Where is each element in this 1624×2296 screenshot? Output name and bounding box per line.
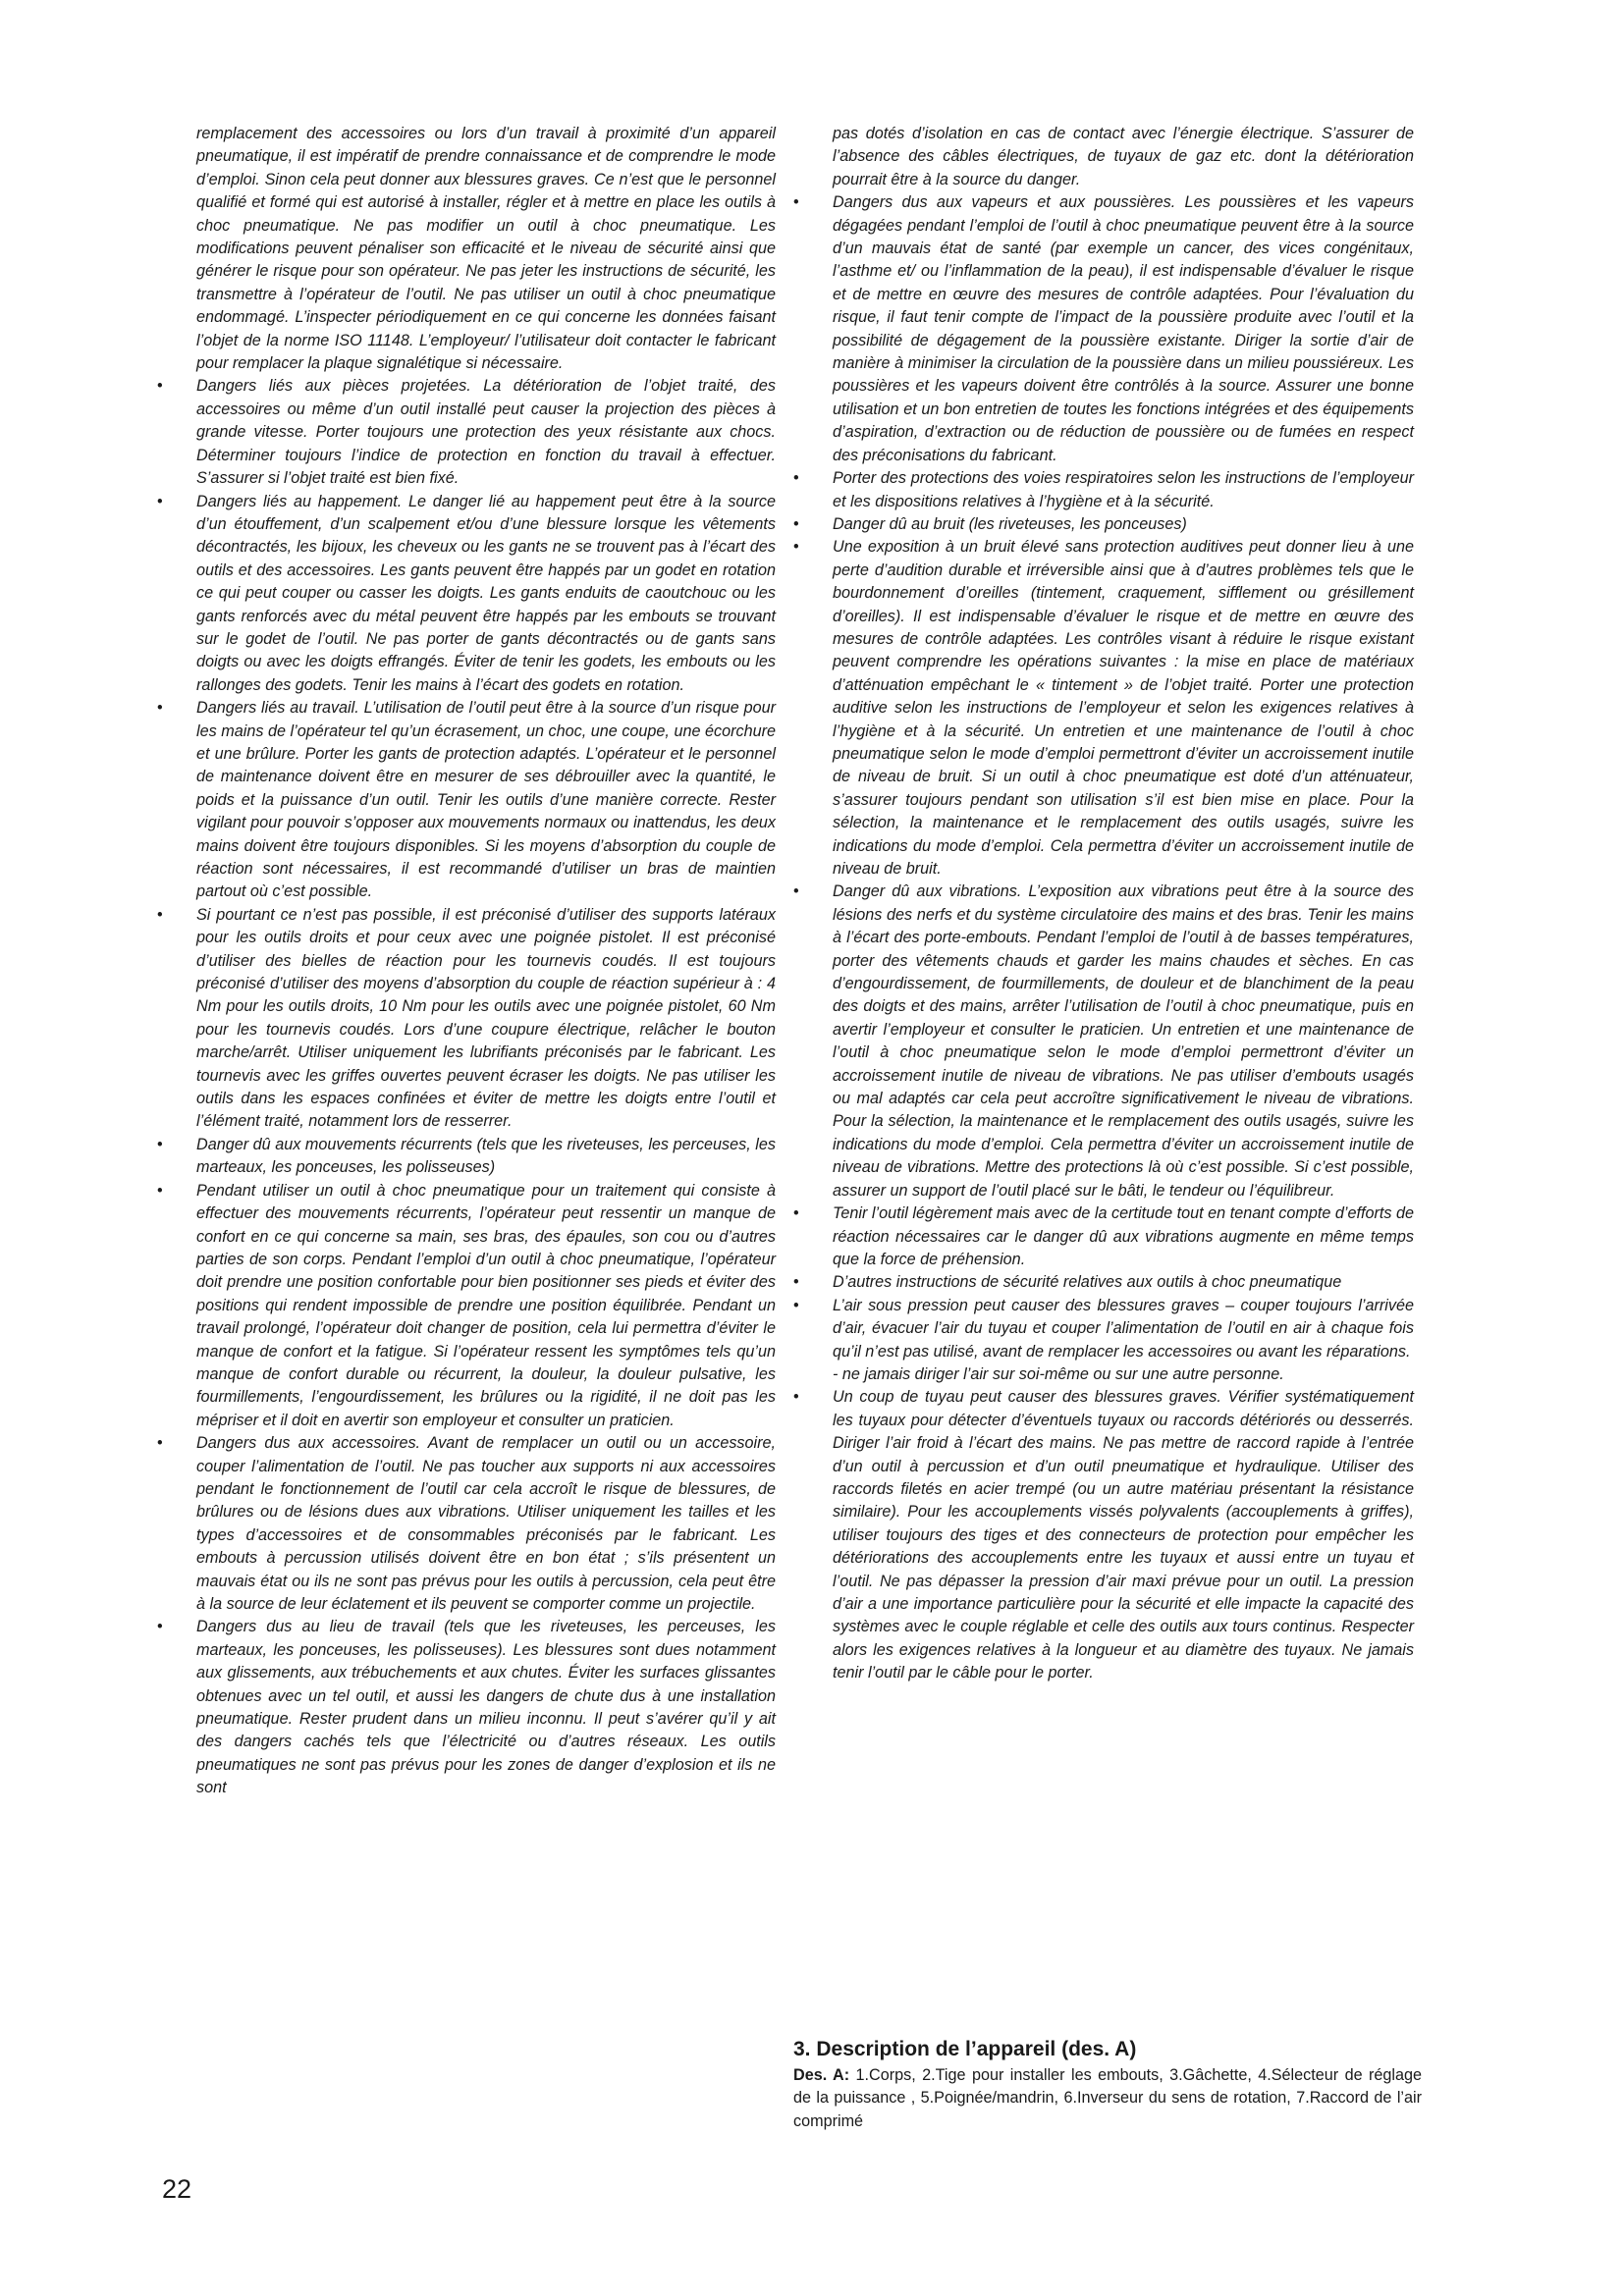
list-item-text: Dangers liés au happement. Le danger lié au happement peut être à la source d’un étouffement, d’un scalpement et/ou d’une blessure lorsque les vêtements décontractés, les bijoux, les cheveux ou les gants ne se trouvent pas à l’écart des outils et des accessoires. Les gants peuvent être happés par un godet en rotation ce qui peut couper ou casser les doigts. Les gants enduits de caoutchouc ou les gants renforcés avec du métal peuvent être happés par les embouts se trouvant sur le godet de l’outil. Ne pas porter de gants décontractés ou de gants sans doigts ou avec les doigts effrangés. Éviter de tenir les godets, les embouts ou les rallonges des godets. Tenir les mains à l’écart des godets en rotation. xyxy=(196,492,776,694)
list-item xyxy=(793,191,1414,467)
left-intro-paragraph: remplacement des accessoires ou lors d’un travail à proximité d’un appareil pneumatique, il est impératif de prendre connaissance et de comprendre le mode d’emploi. Sinon cela peut donner aux blessures graves. Ce n’est que le personnel qualifié et formé qui est autorisé à installer, régler et à mettre en place les outils à choc pneumatique. Ne pas modifier un outil à choc pneumatique. Les modifications peuvent pénaliser son efficacité et le niveau de sécurité ainsi que générer le risque pour son opérateur. Ne pas jeter les instructions de sécurité, les transmettre à l’opérateur de l’outil. Ne pas utiliser un outil à choc pneumatique endommagé. L’inspecter périodiquement en ce qui concerne les données faisant l’objet de la norme ISO 11148. L’employeur/ l’utilisateur doit contacter le fabricant pour remplacer la plaque signalétique si nécessaire. xyxy=(196,125,776,373)
list-item-text: D’autres instructions de sécurité relatives aux outils à choc pneumatique xyxy=(833,1273,1342,1292)
bullet: • xyxy=(793,514,799,533)
list-item xyxy=(793,467,1414,513)
list-item xyxy=(793,536,1414,881)
bullet: • xyxy=(157,1618,163,1636)
list-item-text: Porter des protections des voies respiratoires selon les instructions de l’employeur et les dispositions relatives à l’hygiène et à la sécurité. xyxy=(833,469,1414,510)
figure-label: Des. A: xyxy=(793,2066,850,2084)
bullet: • xyxy=(157,1434,163,1453)
list-item-text: Pendant utiliser un outil à choc pneumatique pour un traitement qui consiste à effectuer des mouvements récurrents, l’opérateur peut ressentir un manque de confort en ce qui concerne sa main, ses bras, des épaules, son cou ou d’autres parties de son corps. Pendant l’emploi d’un outil à choc pneumatique, l’opérateur doit prendre une position confortable pour bien positionner ses pieds et éviter des positions qui rendent impossible de prendre une position équilibrée. Pendant un travail prolongé, l’opérateur doit changer de position, cela lui permettra d’éviter le manque de confort et la fatigue. Si l’opérateur ressent les symptômes tels qu’un manque de confort durable ou récurrent, la douleur, la douleur pulsative, les fourmillements, l’engourdissement, les brûlures ou la rigidité, il ne doit pas les mépriser et il doit en avertir son employeur et consulter un praticien. xyxy=(196,1181,776,1429)
bullet: • xyxy=(793,469,799,488)
list-item-text: Dangers dus aux accessoires. Avant de remplacer un outil ou un accessoire, couper l’alimentation de l’outil. Ne pas toucher aux supports ni aux accessoires pendant le fonctionnement de l’outil car cela accroît le risque de blessures, de brûlures ou de lésions dues aux vibrations. Utiliser uniquement les tailles et les types d’accessoires et de consommables préconisés par le fabricant. Les embouts à percussion utilisés doivent être en bon état ; s’ils présentent un mauvais état ou ils ne sont pas prévus pour les outils à percussion, cela peut être à la source de leur éclatement et ils peuvent se comporter comme un projectile. xyxy=(196,1434,776,1613)
bullet: • xyxy=(157,492,163,510)
page-number: 22 xyxy=(162,2174,192,2204)
list-item xyxy=(793,881,1414,1202)
right-intro-paragraph: pas dotés d’isolation en cas de contact avec l’énergie électrique. S’assurer de l’absence des câbles électriques, de tuyaux de gaz etc. dont la détérioration pourrait être à la source du danger. xyxy=(833,125,1414,188)
list-item xyxy=(157,904,776,1134)
bullet: • xyxy=(793,1204,799,1223)
bullet: • xyxy=(793,538,799,557)
section-body xyxy=(793,2064,1422,2133)
list-item xyxy=(157,491,776,698)
list-item-text: Dangers dus aux vapeurs et aux poussières. Les poussières et les vapeurs dégagées pendant l’emploi de l’outil à choc pneumatique peuvent être à la source d’un mauvais état de santé (par exemple un cancer, des vices congénitaux, l’asthme et/ ou l’inflammation de la peau), il est indispensable d’évaluer le risque et de mettre en œuvre des mesures de contrôle adaptées. Pour l’évaluation du risque, il faut tenir compte de l’impact de la poussière produite avec l’outil et la possibilité de dégagement de la poussière existante. Diriger la sortie d’air de manière à minimiser la circulation de la poussière dans un milieu poussiéreux. Les poussières et les vapeurs doivent être contrôlés à la source. Assurer une bonne utilisation et un bon entretien de toutes les fonctions intégrées et des équipements d’aspiration, d’extraction ou de réduction de poussière ou de fumées en respect des préconisations du fabricant. xyxy=(833,193,1414,464)
parts-list-text: 1.Corps, 2.Tige pour installer les embouts, 3.Gâchette, 4.Sélecteur de réglage de la puissance , 5.Poignée/mandrin, 6.Inverseur du sens de rotation, 7.Raccord de l’air comprimé xyxy=(793,2066,1423,2130)
list-item-text: Danger dû aux vibrations. L’exposition aux vibrations peut être à la source des lésions des nerfs et du système circulatoire des mains et des bras. Tenir les mains à l’écart des porte-embouts. Pendant l’emploi de l’outil à de basses températures, porter des vêtements chauds et garder les mains chaudes et sèches. En cas d’engourdissement, de fourmillements, de douleur et de blanchiment de la peau des doigts et des mains, arrêter l’utilisation de l’outil à choc pneumatique, puis en avertir l’employeur et consulter le praticien. Un entretien et une maintenance de l’outil à choc pneumatique selon le mode d’emploi permettront d’éviter un accroissement inutile de niveau de vibrations. Ne pas utiliser d’embouts usagés ou mal adaptés car cela peut accroître significativement le niveau de vibrations. Pour la sélection, la maintenance et le remplacement des outils usagés, suivre les indications du mode d’emploi. Cela permettra d’éviter un accroissement inutile de niveau de vibrations. Mettre des protections là où c’est possible. Si c’est possible, assurer un support de l’outil placé sur le bâti, le tendeur ou l’équilibreur. xyxy=(833,882,1414,1200)
list-item xyxy=(157,1180,776,1432)
list-item-text: L’air sous pression peut causer des blessures graves – couper toujours l’arrivée d’air, évacuer l’air du tuyau et couper l’alimentation de l’outil en air à chaque fois qu’il n’est pas utilisé, avant de remplacer les accessoires ou avant les réparations. xyxy=(833,1296,1414,1361)
bullet: • xyxy=(793,1273,799,1292)
list-item xyxy=(793,1271,1414,1294)
bullet: • xyxy=(793,882,799,901)
list-item xyxy=(793,1386,1414,1684)
list-item xyxy=(793,1295,1414,1363)
bullet: • xyxy=(157,1135,163,1153)
list-item-text: Tenir l’outil légèrement mais avec de la certitude tout en tenant compte d’efforts de réaction nécessaires car le danger dû aux vibrations augmente en même temps que la force de préhension. xyxy=(833,1204,1414,1268)
section-heading: 3. Description de l’appareil (des. A) xyxy=(793,2038,1137,2060)
bullet: • xyxy=(793,1388,799,1407)
list-item xyxy=(793,513,1414,536)
list-item xyxy=(157,375,776,490)
bullet: • xyxy=(157,905,163,924)
list-item-text: Danger dû au bruit (les riveteuses, les ponceuses) xyxy=(833,514,1187,533)
list-item-text: Dangers dus au lieu de travail (tels que les riveteuses, les perceuses, les marteaux, les ponceuses, les polisseuses). Les blessures sont dues notamment aux glissements, aux trébuchements et aux chutes. Éviter les surfaces glissantes obtenues avec un tel outil, et aussi les dangers de chute dus à une installation pneumatique. Rester prudent dans un milieu inconnu. Il peut s’avérer qu’il y ait des dangers cachés tels que l’électricité ou d’autres réseaux. Les outils pneumatiques ne sont pas prévus pour les zones de danger d’explosion et ils ne sont xyxy=(196,1618,776,1797)
list-item-text: Un coup de tuyau peut causer des blessures graves. Vérifier systématiquement les tuyaux pour détecter d’éventuels tuyaux ou raccords détériorés ou desserrés. Diriger l’air froid à l’écart des mains. Ne pas mettre de raccord rapide à l’entrée d’un outil à percussion et d’un outil pneumatique et hydraulique. Utiliser des raccords filetés en acier trempé (ou un autre matériau présentant la résistance similaire). Pour les accouplements vissés polyvalents (accouplements à griffes), utiliser toujours des tiges et des connecteurs de protection pour empêcher les détériorations des accouplements entre les tuyaux et aussi entre un tuyau et l’outil. Ne pas dépasser la pression d’air maxi prévue pour un outil. La pression d’air a une importance particulière pour la sécurité et elle impacte la capacité des systèmes avec le couple réglable et celle des outils aux tours continus. Respecter alors les exigences relatives à la longueur et au diamètre des tuyaux. Ne jamais tenir l’outil par le câble pour le porter. xyxy=(833,1388,1414,1682)
list-item xyxy=(793,1202,1414,1271)
list-item xyxy=(157,1432,776,1616)
description-section xyxy=(793,2037,1422,2133)
list-item-text: Dangers liés aux pièces projetées. La détérioration de l’objet traité, des accessoires ou même d’un outil installé peut causer la projection des pièces à grande vitesse. Porter toujours une protection des yeux résistante aux chocs. Déterminer toujours l’indice de protection en fonction du travail à effectuer. S’assurer si l’objet traité est bien fixé. xyxy=(196,377,776,488)
list-item xyxy=(157,1616,776,1799)
bullet: • xyxy=(157,699,163,718)
sub-note: - ne jamais diriger l’air sur soi-même ou sur une autre personne. xyxy=(833,1364,1284,1383)
left-column xyxy=(157,123,776,1800)
bullet: • xyxy=(793,193,799,212)
bullet: • xyxy=(157,1181,163,1200)
list-item-text: Dangers liés au travail. L’utilisation de l’outil peut être à la source d’un risque pour les mains de l’opérateur tel qu’un écrasement, un choc, une coupe, une écorchure et une brûlure. Porter les gants de protection adaptés. L’opérateur et le personnel de maintenance doivent être en mesurer de ses débrouiller avec la quantité, le poids et la puissance d’un outil. Tenir les outils d’une manière correcte. Rester vigilant pour pouvoir s’opposer aux mouvements normaux ou inattendus, les deux mains doivent être toujours disponibles. Si les moyens d’absorption du couple de réaction sont nécessaires, il est recommandé d’utiliser un bras de maintien partout où c’est possible. xyxy=(196,699,776,901)
bullet: • xyxy=(793,1296,799,1314)
list-item-text: Danger dû aux mouvements récurrents (tels que les riveteuses, les perceuses, les marteaux, les ponceuses, les polisseuses) xyxy=(196,1135,776,1177)
list-item xyxy=(157,1134,776,1180)
list-item-text: Si pourtant ce n’est pas possible, il est préconisé d’utiliser des supports latéraux pour les outils droits et pour ceux avec une poignée pistolet. Il est préconisé d’utiliser des bielles de réaction pour les tournevis coudés. Il est toujours préconisé d’utiliser des moyens d’absorption du couple de réaction supérieur à : 4 Nm pour les outils droits, 10 Nm pour les outils avec une poignée pistolet, 60 Nm pour les tournevis coudés. Lors d’une coupure électrique, relâcher le bouton marche/arrêt. Utiliser uniquement les lubrifiants préconisés par le fabricant. Les tournevis avec les griffes ouvertes peuvent écraser les doigts. Ne pas utiliser les outils dans les espaces confinées et éviter de mettre les doigts entre l’outil et l’élément traité, notamment lors de resserrer. xyxy=(196,905,776,1131)
right-column xyxy=(793,123,1414,1685)
list-item xyxy=(157,697,776,904)
bullet: • xyxy=(157,377,163,396)
list-item-text: Une exposition à un bruit élevé sans protection auditives peut donner lieu à une perte d’audition durable et irréversible ainsi que à d’autres problèmes tels que le bourdonnement d’oreilles (tintement, craquement, sifflement ou grésillement d’oreilles). Il est indispensable d’évaluer le risque et de mettre en œuvre des mesures de contrôle adaptées. Les contrôles visant à réduire le risque existant peuvent comprendre les opérations suivantes : la mise en place de matériaux d’atténuation empêchant le « tintement » de l’objet traité. Porter une protection auditive selon les instructions de l’employeur et selon les exigences relatives à l’hygiène et à la sécurité. Un entretien et une maintenance de l’outil à choc pneumatique selon le mode d’emploi permettront d’éviter un accroissement inutile de niveau de bruit. Si un outil à choc pneumatique est doté d’un atténuateur, s’assurer toujours pendant son utilisation s’il est bien mise en place. Pour la sélection, la maintenance et le remplacement des outils usagés, suivre les indications du mode d’emploi. Cela permettra d’éviter un accroissement inutile de niveau de bruit. xyxy=(833,538,1414,878)
